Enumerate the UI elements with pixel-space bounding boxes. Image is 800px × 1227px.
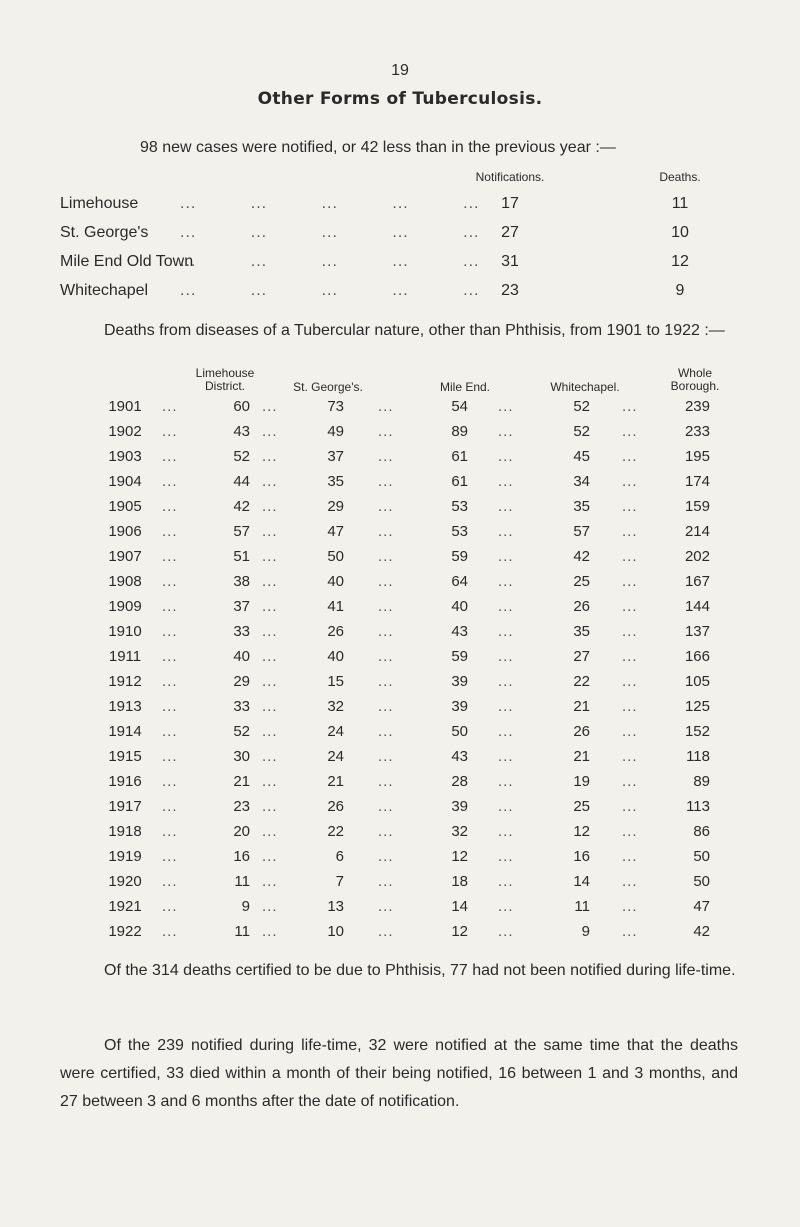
leader-dots: ... xyxy=(162,823,178,840)
deaths-value: 11 xyxy=(671,195,689,212)
leader-dots: ... xyxy=(378,898,394,915)
year-cell: 1918 xyxy=(108,823,142,840)
notifications-row xyxy=(0,195,800,221)
count-cell: 59 xyxy=(451,648,468,665)
count-cell: 52 xyxy=(573,423,590,440)
leader-dots: ... xyxy=(162,648,178,665)
leader-dots: ... xyxy=(498,723,514,740)
deaths-row xyxy=(0,773,800,799)
district-name: St. George's xyxy=(60,224,149,241)
year-cell: 1910 xyxy=(108,623,142,640)
year-cell: 1914 xyxy=(108,723,142,740)
year-cell: 1922 xyxy=(108,923,142,940)
leader-dots: ... xyxy=(378,598,394,615)
leader-dots: ... xyxy=(262,473,278,490)
leader-dots: ... xyxy=(498,698,514,715)
count-cell: 27 xyxy=(573,648,590,665)
count-cell: 18 xyxy=(451,873,468,890)
year-cell: 1915 xyxy=(108,748,142,765)
count-cell: 61 xyxy=(451,448,468,465)
year-cell: 1901 xyxy=(108,398,142,415)
leader-dots: ... xyxy=(498,473,514,490)
count-cell: 174 xyxy=(684,473,710,490)
note-paragraph-2: Of the 239 notified during life-time, 32 were notified at the same time that the deaths were certified, 33 died within a month of their being notified, 16 between 1 and 3 months, and 27 between 3 and 6 months after the date of notification. xyxy=(60,1037,738,1110)
leader-dots: ... ... ... ... ... xyxy=(180,195,480,212)
leader-dots: ... xyxy=(162,898,178,915)
count-cell: 42 xyxy=(573,548,590,565)
deaths-row xyxy=(0,923,800,949)
leader-dots: ... xyxy=(162,848,178,865)
leader-dots: ... xyxy=(498,423,514,440)
count-cell: 167 xyxy=(684,573,710,590)
count-cell: 38 xyxy=(233,573,250,590)
count-cell: 51 xyxy=(233,548,250,565)
count-cell: 26 xyxy=(573,598,590,615)
count-cell: 41 xyxy=(327,598,344,615)
leader-dots: ... xyxy=(262,598,278,615)
leader-dots: ... xyxy=(622,573,638,590)
leader-dots: ... xyxy=(498,598,514,615)
leader-dots: ... xyxy=(498,548,514,565)
count-cell: 21 xyxy=(233,773,250,790)
deaths-header: Deaths. xyxy=(659,170,701,184)
count-cell: 47 xyxy=(327,523,344,540)
leader-dots: ... xyxy=(622,398,638,415)
leader-dots: ... xyxy=(378,873,394,890)
leader-dots: ... xyxy=(378,748,394,765)
count-cell: 54 xyxy=(451,398,468,415)
leader-dots: ... xyxy=(262,723,278,740)
leader-dots: ... xyxy=(262,623,278,640)
intro-paragraph: 98 new cases were notified, or 42 less than in the previous year :— xyxy=(140,139,616,156)
leader-dots: ... xyxy=(622,898,638,915)
leader-dots: ... xyxy=(378,623,394,640)
leader-dots: ... xyxy=(622,698,638,715)
leader-dots: ... xyxy=(622,648,638,665)
leader-dots: ... xyxy=(262,548,278,565)
leader-dots: ... xyxy=(162,623,178,640)
count-cell: 52 xyxy=(573,398,590,415)
year-cell: 1902 xyxy=(108,423,142,440)
count-cell: 12 xyxy=(451,923,468,940)
count-cell: 26 xyxy=(327,623,344,640)
leader-dots: ... xyxy=(378,523,394,540)
count-cell: 32 xyxy=(451,823,468,840)
leader-dots: ... xyxy=(498,623,514,640)
count-cell: 39 xyxy=(451,673,468,690)
leader-dots: ... xyxy=(498,498,514,515)
count-cell: 73 xyxy=(327,398,344,415)
notifications-value: 31 xyxy=(501,253,519,270)
count-cell: 12 xyxy=(573,823,590,840)
leader-dots: ... xyxy=(162,523,178,540)
leader-dots: ... xyxy=(162,548,178,565)
count-cell: 23 xyxy=(233,798,250,815)
leader-dots: ... xyxy=(378,773,394,790)
deaths-row xyxy=(0,823,800,849)
count-cell: 105 xyxy=(684,673,710,690)
count-cell: 195 xyxy=(684,448,710,465)
leader-dots: ... xyxy=(262,498,278,515)
count-cell: 214 xyxy=(684,523,710,540)
count-cell: 29 xyxy=(233,673,250,690)
leader-dots: ... xyxy=(162,723,178,740)
leader-dots: ... xyxy=(622,823,638,840)
leader-dots: ... xyxy=(162,498,178,515)
count-cell: 113 xyxy=(686,798,710,815)
notifications-row xyxy=(0,253,800,279)
deaths-row xyxy=(0,523,800,549)
year-cell: 1917 xyxy=(108,798,142,815)
district-name: Mile End Old Town xyxy=(60,253,194,270)
deaths-row xyxy=(0,423,800,449)
leader-dots: ... xyxy=(262,748,278,765)
leader-dots: ... xyxy=(498,873,514,890)
count-cell: 144 xyxy=(684,598,710,615)
count-cell: 86 xyxy=(693,823,710,840)
leader-dots: ... xyxy=(262,648,278,665)
count-cell: 11 xyxy=(574,898,590,915)
leader-dots: ... xyxy=(262,573,278,590)
year-cell: 1921 xyxy=(108,898,142,915)
leader-dots: ... xyxy=(498,798,514,815)
year-cell: 1904 xyxy=(108,473,142,490)
count-cell: 30 xyxy=(233,748,250,765)
year-cell: 1919 xyxy=(108,848,142,865)
count-cell: 59 xyxy=(451,548,468,565)
notifications-value: 23 xyxy=(501,282,519,299)
leader-dots: ... xyxy=(622,423,638,440)
leader-dots: ... xyxy=(622,723,638,740)
count-cell: 25 xyxy=(573,798,590,815)
count-cell: 166 xyxy=(684,648,710,665)
count-cell: 22 xyxy=(573,673,590,690)
count-cell: 61 xyxy=(451,473,468,490)
count-cell: 40 xyxy=(327,573,344,590)
leader-dots: ... xyxy=(162,798,178,815)
leader-dots: ... xyxy=(262,773,278,790)
count-cell: 42 xyxy=(233,498,250,515)
deaths-row xyxy=(0,698,800,724)
leader-dots: ... xyxy=(162,573,178,590)
leader-dots: ... xyxy=(622,848,638,865)
count-cell: 33 xyxy=(233,623,250,640)
leader-dots: ... xyxy=(378,548,394,565)
leader-dots: ... xyxy=(498,848,514,865)
count-cell: 118 xyxy=(686,748,710,765)
deaths-row xyxy=(0,673,800,699)
deaths-row xyxy=(0,398,800,424)
district-name: Limehouse xyxy=(60,195,139,212)
leader-dots: ... xyxy=(378,823,394,840)
leader-dots: ... xyxy=(262,398,278,415)
leader-dots: ... xyxy=(622,773,638,790)
year-cell: 1911 xyxy=(108,648,142,665)
leader-dots: ... xyxy=(262,848,278,865)
leader-dots: ... xyxy=(378,398,394,415)
count-cell: 60 xyxy=(233,398,250,415)
deaths-row xyxy=(0,573,800,599)
count-cell: 47 xyxy=(693,898,710,915)
leader-dots: ... xyxy=(622,548,638,565)
leader-dots: ... xyxy=(622,623,638,640)
leader-dots: ... xyxy=(262,873,278,890)
count-cell: 50 xyxy=(693,848,710,865)
deaths-row xyxy=(0,648,800,674)
leader-dots: ... xyxy=(162,673,178,690)
deaths-row xyxy=(0,548,800,574)
count-cell: 50 xyxy=(327,548,344,565)
leader-dots: ... xyxy=(378,473,394,490)
deaths-row xyxy=(0,898,800,924)
leader-dots: ... ... ... ... ... xyxy=(180,224,480,241)
count-cell: 16 xyxy=(233,848,250,865)
leader-dots: ... xyxy=(262,898,278,915)
leader-dots: ... xyxy=(498,923,514,940)
count-cell: 42 xyxy=(693,923,710,940)
header-whitechapel: Whitechapel. xyxy=(550,380,620,394)
count-cell: 35 xyxy=(327,473,344,490)
count-cell: 21 xyxy=(573,698,590,715)
leader-dots: ... xyxy=(262,673,278,690)
count-cell: 25 xyxy=(573,573,590,590)
count-cell: 239 xyxy=(684,398,710,415)
count-cell: 37 xyxy=(327,448,344,465)
header-whole-borough: Whole Borough. xyxy=(670,366,720,393)
count-cell: 28 xyxy=(451,773,468,790)
count-cell: 233 xyxy=(684,423,710,440)
count-cell: 24 xyxy=(327,748,344,765)
count-cell: 26 xyxy=(327,798,344,815)
leader-dots: ... xyxy=(378,848,394,865)
year-cell: 1908 xyxy=(108,573,142,590)
leader-dots: ... xyxy=(378,698,394,715)
count-cell: 11 xyxy=(234,873,250,890)
count-cell: 40 xyxy=(451,598,468,615)
leader-dots: ... xyxy=(262,698,278,715)
leader-dots: ... xyxy=(378,423,394,440)
year-cell: 1907 xyxy=(108,548,142,565)
count-cell: 43 xyxy=(451,748,468,765)
section-paragraph: Deaths from diseases of a Tubercular nature, other than Phthisis, from 1901 to 1922 :— xyxy=(104,322,725,339)
count-cell: 137 xyxy=(684,623,710,640)
header-st-georges: St. George's. xyxy=(293,380,363,394)
leader-dots: ... xyxy=(162,773,178,790)
count-cell: 52 xyxy=(233,723,250,740)
leader-dots: ... xyxy=(622,448,638,465)
count-cell: 29 xyxy=(327,498,344,515)
page-heading: Other Forms of Tuberculosis. xyxy=(257,89,543,109)
leader-dots: ... xyxy=(622,798,638,815)
count-cell: 43 xyxy=(233,423,250,440)
leader-dots: ... xyxy=(498,648,514,665)
count-cell: 21 xyxy=(327,773,344,790)
header-limehouse: Limehouse District. xyxy=(195,366,255,393)
leader-dots: ... xyxy=(622,748,638,765)
count-cell: 52 xyxy=(233,448,250,465)
leader-dots: ... xyxy=(498,523,514,540)
leader-dots: ... xyxy=(162,598,178,615)
leader-dots: ... xyxy=(378,673,394,690)
count-cell: 9 xyxy=(241,898,250,915)
count-cell: 14 xyxy=(451,898,468,915)
leader-dots: ... xyxy=(378,498,394,515)
count-cell: 33 xyxy=(233,698,250,715)
leader-dots: ... xyxy=(162,423,178,440)
count-cell: 57 xyxy=(573,523,590,540)
count-cell: 202 xyxy=(684,548,710,565)
year-cell: 1909 xyxy=(108,598,142,615)
count-cell: 53 xyxy=(451,523,468,540)
count-cell: 57 xyxy=(233,523,250,540)
count-cell: 49 xyxy=(327,423,344,440)
count-cell: 9 xyxy=(581,923,590,940)
notifications-value: 17 xyxy=(501,195,519,212)
count-cell: 39 xyxy=(451,798,468,815)
leader-dots: ... xyxy=(622,923,638,940)
count-cell: 40 xyxy=(233,648,250,665)
leader-dots: ... xyxy=(262,923,278,940)
district-name: Whitechapel xyxy=(60,282,149,299)
leader-dots: ... xyxy=(622,498,638,515)
count-cell: 159 xyxy=(684,498,710,515)
deaths-row xyxy=(0,498,800,524)
count-cell: 50 xyxy=(693,873,710,890)
count-cell: 13 xyxy=(327,898,344,915)
leader-dots: ... xyxy=(378,573,394,590)
leader-dots: ... xyxy=(498,773,514,790)
count-cell: 152 xyxy=(684,723,710,740)
count-cell: 50 xyxy=(451,723,468,740)
deaths-row xyxy=(0,448,800,474)
leader-dots: ... xyxy=(162,398,178,415)
count-cell: 40 xyxy=(327,648,344,665)
count-cell: 24 xyxy=(327,723,344,740)
count-cell: 26 xyxy=(573,723,590,740)
leader-dots: ... xyxy=(162,873,178,890)
leader-dots: ... xyxy=(498,673,514,690)
leader-dots: ... xyxy=(378,448,394,465)
year-cell: 1903 xyxy=(108,448,142,465)
year-cell: 1916 xyxy=(108,773,142,790)
year-cell: 1906 xyxy=(108,523,142,540)
count-cell: 45 xyxy=(573,448,590,465)
leader-dots: ... xyxy=(498,573,514,590)
notifications-value: 27 xyxy=(501,224,519,241)
deaths-row xyxy=(0,473,800,499)
count-cell: 89 xyxy=(451,423,468,440)
count-cell: 39 xyxy=(451,698,468,715)
leader-dots: ... xyxy=(162,923,178,940)
leader-dots: ... xyxy=(262,423,278,440)
deaths-row xyxy=(0,873,800,899)
count-cell: 44 xyxy=(233,473,250,490)
header-mile-end: Mile End. xyxy=(439,380,491,394)
count-cell: 35 xyxy=(573,623,590,640)
count-cell: 32 xyxy=(327,698,344,715)
year-cell: 1913 xyxy=(108,698,142,715)
count-cell: 15 xyxy=(327,673,344,690)
count-cell: 20 xyxy=(233,823,250,840)
leader-dots: ... xyxy=(622,673,638,690)
count-cell: 125 xyxy=(684,698,710,715)
count-cell: 37 xyxy=(233,598,250,615)
leader-dots: ... xyxy=(378,923,394,940)
leader-dots: ... xyxy=(262,823,278,840)
leader-dots: ... xyxy=(622,473,638,490)
count-cell: 6 xyxy=(335,848,344,865)
deaths-row xyxy=(0,848,800,874)
deaths-row xyxy=(0,623,800,649)
count-cell: 11 xyxy=(234,923,250,940)
leader-dots: ... ... ... ... ... xyxy=(180,253,480,270)
count-cell: 7 xyxy=(335,873,344,890)
count-cell: 35 xyxy=(573,498,590,515)
count-cell: 89 xyxy=(693,773,710,790)
leader-dots: ... xyxy=(498,823,514,840)
deaths-value: 12 xyxy=(671,253,689,270)
deaths-row xyxy=(0,798,800,824)
count-cell: 43 xyxy=(451,623,468,640)
leader-dots: ... xyxy=(162,473,178,490)
year-cell: 1920 xyxy=(108,873,142,890)
notifications-row xyxy=(0,282,800,308)
leader-dots: ... xyxy=(162,748,178,765)
leader-dots: ... xyxy=(622,873,638,890)
deaths-value: 10 xyxy=(671,224,689,241)
deaths-row xyxy=(0,723,800,749)
leader-dots: ... xyxy=(262,798,278,815)
notifications-header: Notifications. xyxy=(475,170,545,184)
leader-dots: ... xyxy=(498,898,514,915)
note-paragraph-1: Of the 314 deaths certified to be due to Phthisis, 77 had not been notified during life-time. xyxy=(104,962,736,979)
count-cell: 53 xyxy=(451,498,468,515)
year-cell: 1912 xyxy=(108,673,142,690)
leader-dots: ... xyxy=(162,448,178,465)
count-cell: 21 xyxy=(573,748,590,765)
leader-dots: ... xyxy=(378,798,394,815)
leader-dots: ... xyxy=(622,598,638,615)
count-cell: 22 xyxy=(327,823,344,840)
leader-dots: ... xyxy=(162,698,178,715)
leader-dots: ... xyxy=(498,398,514,415)
count-cell: 12 xyxy=(451,848,468,865)
leader-dots: ... ... ... ... ... xyxy=(180,282,480,299)
count-cell: 34 xyxy=(573,473,590,490)
leader-dots: ... xyxy=(378,723,394,740)
notifications-row xyxy=(0,224,800,250)
leader-dots: ... xyxy=(378,648,394,665)
deaths-value: 9 xyxy=(675,282,685,299)
count-cell: 64 xyxy=(451,573,468,590)
count-cell: 10 xyxy=(327,923,344,940)
leader-dots: ... xyxy=(498,748,514,765)
page-number: 19 xyxy=(391,62,409,79)
deaths-row xyxy=(0,598,800,624)
leader-dots: ... xyxy=(262,523,278,540)
count-cell: 14 xyxy=(573,873,590,890)
deaths-row xyxy=(0,748,800,774)
leader-dots: ... xyxy=(498,448,514,465)
leader-dots: ... xyxy=(622,523,638,540)
count-cell: 19 xyxy=(573,773,590,790)
count-cell: 16 xyxy=(573,848,590,865)
leader-dots: ... xyxy=(262,448,278,465)
year-cell: 1905 xyxy=(108,498,142,515)
